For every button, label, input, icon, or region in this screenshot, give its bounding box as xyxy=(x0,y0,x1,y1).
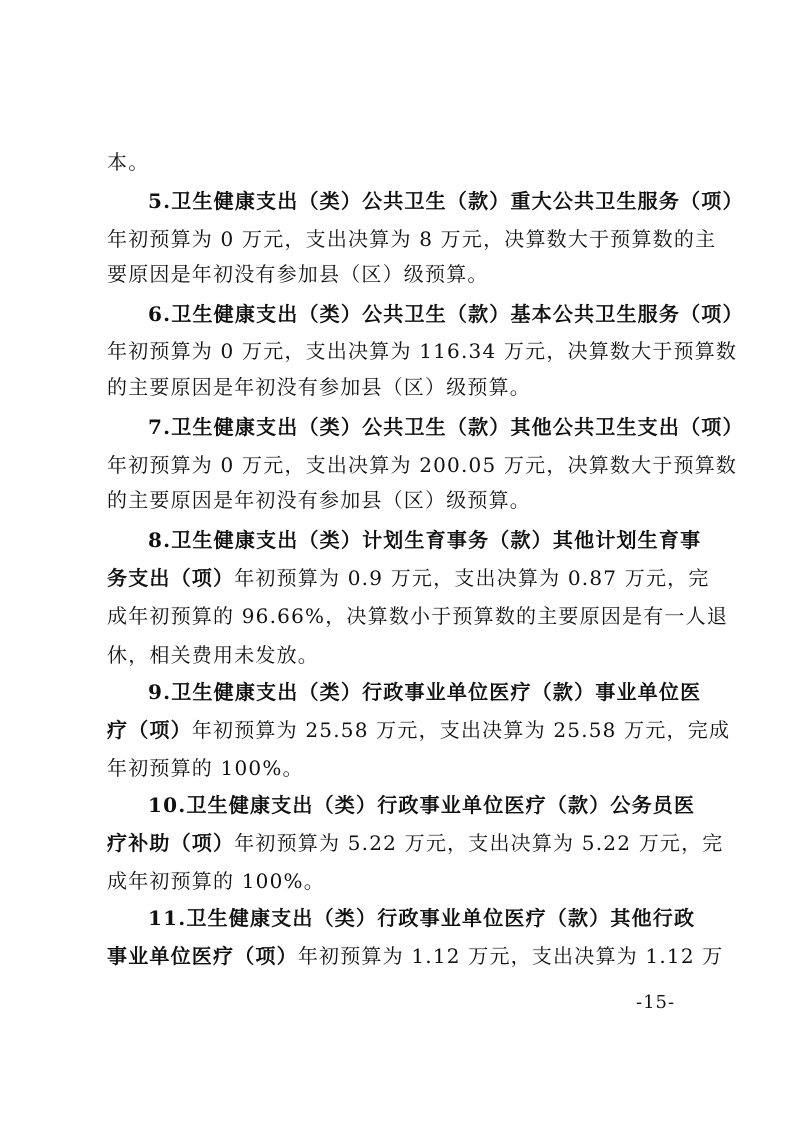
text-run: 9.卫生健康支出（类）行政事业单位医疗（款）事业单位医 xyxy=(148,680,702,704)
text-line xyxy=(107,829,724,857)
text-run: 年初预算为 0 万元，支出决算为 116.34 万元，决算数大于预算数 xyxy=(107,339,738,363)
text-run: 的主要原因是年初没有参加县（区）级预算。 xyxy=(107,488,531,512)
text-run: 年初预算为 0 万元，支出决算为 200.05 万元，决算数大于预算数 xyxy=(107,453,738,477)
text-run-bold: 事业单位医疗（项） xyxy=(107,944,298,968)
text-line xyxy=(107,602,729,630)
text-run: 6.卫生健康支出（类）公共卫生（款）基本公共卫生服务（项） xyxy=(148,302,744,326)
item-10-heading xyxy=(148,791,696,819)
text-run-bold: 务支出（项） xyxy=(107,566,235,590)
text-line xyxy=(107,225,717,253)
text-run: 8.卫生健康支出（类）计划生育事务（款）其他计划生育事 xyxy=(148,528,702,552)
text-run: 7.卫生健康支出（类）公共卫生（款）其他公共卫生支出（项） xyxy=(148,415,744,439)
text-line xyxy=(107,148,690,176)
text-run: 本。 xyxy=(107,150,150,174)
text-run: 5.卫生健康支出（类）公共卫生（款）重大公共卫生服务（项） xyxy=(148,189,744,213)
text-line xyxy=(107,867,690,895)
text-run: 年初预算为 5.22 万元，支出决算为 5.22 万元，完 xyxy=(234,831,724,855)
item-9-heading xyxy=(148,678,702,706)
text-run-bold: 疗补助（项） xyxy=(107,831,235,855)
text-run: 年初预算为 0 万元，支出决算为 8 万元，决算数大于预算数的主 xyxy=(107,227,717,251)
text-run: 年初预算为 25.58 万元，支出决算为 25.58 万元，完成 xyxy=(191,718,731,742)
text-run: 年初预算为 1.12 万元，支出决算为 1.12 万 xyxy=(297,944,724,968)
text-line xyxy=(107,564,710,592)
text-line xyxy=(107,260,690,288)
text-run: 10.卫生健康支出（类）行政事业单位医疗（款）公务员医 xyxy=(148,793,696,817)
text-line xyxy=(107,373,690,401)
item-6-heading xyxy=(148,300,744,328)
text-run-bold: 疗（项） xyxy=(107,718,192,742)
text-run: 成年初预算的 100%。 xyxy=(107,869,325,893)
text-run: 成年初预算的 96.66%，决算数小于预算数的主要原因是有一人退 xyxy=(107,604,729,628)
text-line xyxy=(107,942,724,970)
item-8-heading xyxy=(148,526,702,554)
item-11-heading xyxy=(148,904,696,932)
text-line xyxy=(107,641,690,669)
text-run: 要原因是年初没有参加县（区）级预算。 xyxy=(107,262,489,286)
text-run: 休，相关费用未发放。 xyxy=(107,643,319,667)
text-line xyxy=(107,337,738,365)
text-line xyxy=(107,486,690,514)
text-run: 11.卫生健康支出（类）行政事业单位医疗（款）其他行政 xyxy=(148,906,696,930)
text-run: 的主要原因是年初没有参加县（区）级预算。 xyxy=(107,375,531,399)
text-line xyxy=(107,754,690,782)
text-run: 年初预算为 0.9 万元，支出决算为 0.87 万元，完 xyxy=(234,566,710,590)
page-number: -15- xyxy=(636,992,676,1013)
item-7-heading xyxy=(148,413,744,441)
text-line xyxy=(107,451,738,479)
text-run: 年初预算的 100%。 xyxy=(107,756,304,780)
text-line xyxy=(107,716,731,744)
item-5-heading xyxy=(148,187,744,215)
